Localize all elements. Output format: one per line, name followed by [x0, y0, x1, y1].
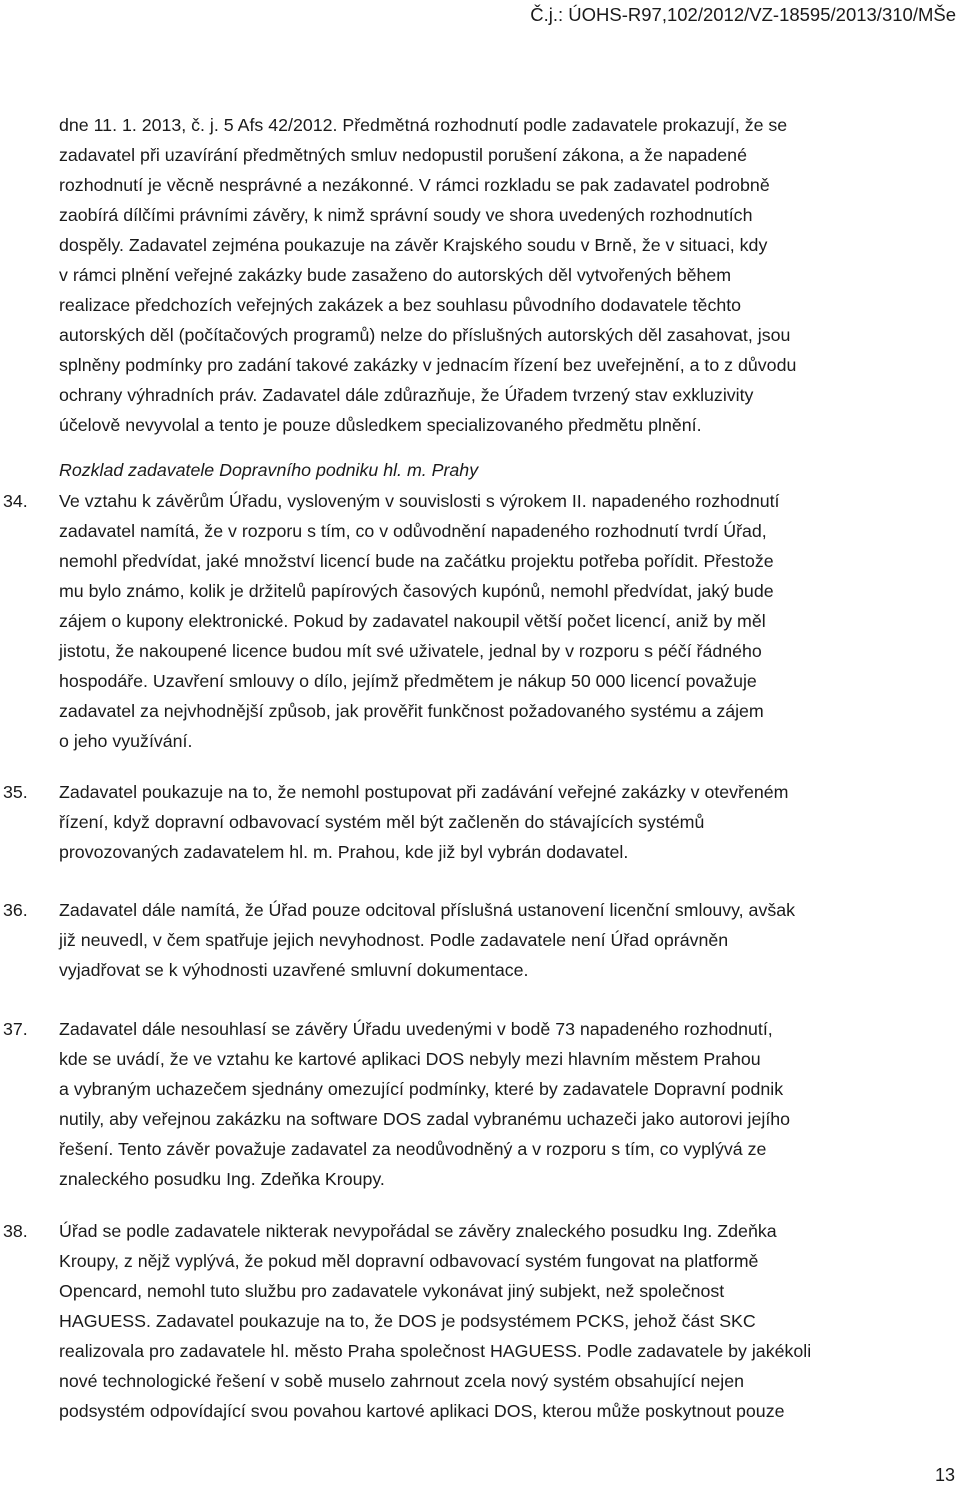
paragraph-text: Ve vztahu k závěrům Úřadu, vysloveným v souvislosti s výrokem II. napadeného rozhodnutí zadavatel namítá, že v rozporu s tím, co v odůvodnění napadeného rozhodnutí tvrdí Úřad, nemohl předvídat, jaké množství licencí bude na začátku projektu potřeba pořídit. Přestože mu bylo známo, kolik je držitelů papírových časových kupónů, nemohl předvídat, jaký bude zájem o kupony elektronické. Pokud by zadavatel nakoupil větší počet licencí, aniž by měl jistotu, že nakoupené licence budou mít své uživatele, jednal by v rozporu s péčí řádného hospodáře. Uzavření smlouvy o dílo, jejímž předmětem je nákup 50 000 licencí považuje zadavatel za nejvhodnější způsob, jak prověřit funkčnost požadovaného systému a zájem o jeho využívání. — [59, 491, 780, 751]
page-number: 13 — [934, 1465, 955, 1485]
paragraph-number: 37. — [3, 1019, 28, 1039]
section-subheading: Rozklad zadavatele Dopravního podniku hl. m. Prahy — [59, 460, 479, 480]
intro-paragraph: dne 11. 1. 2013, č. j. 5 Afs 42/2012. Předmětná rozhodnutí podle zadavatele prokazují, že se zadavatel při uzavírání předmětných smluv nedopustil porušení zákona, a že napadené rozhodnutí je věcně nesprávné a nezákonné. V rámci rozkladu se pak zadavatel podrobně zaobírá dílčími právními závěry, k nimž správní soudy ve shora uvedených rozhodnutích dospěly. Zadavatel zejména poukazuje na závěr Krajského soudu v Brně, že v situaci, kdy v rámci plnění veřejné zakázky bude zasaženo do autorských děl vytvořených během realizace předchozích veřejných zakázek a bez souhlasu původního dodavatele těchto autorských děl (počítačových programů) nelze do příslušných autorských děl zasahovat, jsou splněny podmínky pro zadání takové zakázky v jednacím řízení bez uveřejnění, a to z důvodu ochrany výhradních práv. Zadavatel dále zdůrazňuje, že Úřadem tvrzený stav exkluzivity účelově nevyvolal a tento je pouze důsledkem specializovaného předmětu plnění. — [59, 115, 797, 435]
paragraph-text: Zadavatel dále namítá, že Úřad pouze odcitoval příslušná ustanovení licenční smlouvy, avšak již neuvedl, v čem spatřuje jejich nevyhodnost. Podle zadavatele není Úřad oprávněn vyjadřovat se k výhodnosti uzavřené smluvní dokumentace. — [59, 900, 796, 980]
paragraph-number: 38. — [3, 1221, 28, 1241]
paragraph-text: Zadavatel dále nesouhlasí se závěry Úřadu uvedenými v bodě 73 napadeného rozhodnutí, kde se uvádí, že ve vztahu ke kartové aplikaci DOS nebyly mezi hlavním městem Prahou a vybraným uchazečem sjednány omezující podmínky, které by zadavatele Dopravní podnik nutily, aby veřejnou zakázku na software DOS zadal vybranému uchazeči jako autorovi jejího řešení. Tento závěr považuje zadavatel za neodůvodněný a v rozporu s tím, co vyplývá ze znaleckého posudku Ing. Zdeňka Kroupy. — [59, 1019, 791, 1189]
paragraph-text: Úřad se podle zadavatele nikterak nevypořádal se závěry znaleckého posudku Ing. Zdeňka Kroupy, z nějž vyplývá, že pokud měl dopravní odbavovací systém fungovat na platformě Opencard, nemohl tuto službu pro zadavatele vykonávat jiný subjekt, než společnost HAGUESS. Zadavatel poukazuje na to, že DOS je podsystémem PCKS, jehož část SKC realizovala pro zadavatele hl. město Praha společnost HAGUESS. Podle zadavatele by jakékoli nové technologické řešení v sobě muselo zahrnout zcela nový systém obsahující nejen podsystém odpovídající svou povahou kartové aplikaci DOS, kterou může poskytnout pouze — [59, 1221, 812, 1421]
paragraph-text: Zadavatel poukazuje na to, že nemohl postupovat při zadávání veřejné zakázky v otevřeném řízení, když dopravní odbavovací systém měl být začleněn do stávajících systémů provozovaných zadavatelem hl. m. Prahou, kde již byl vybrán dodavatel. — [59, 782, 789, 862]
document-reference-header: Č.j.: ÚOHS-R97,102/2012/VZ-18595/2013/310/MŠe — [530, 4, 956, 25]
paragraph-number: 36. — [3, 900, 28, 920]
paragraph-number: 34. — [3, 491, 28, 511]
paragraph-number: 35. — [3, 782, 28, 802]
